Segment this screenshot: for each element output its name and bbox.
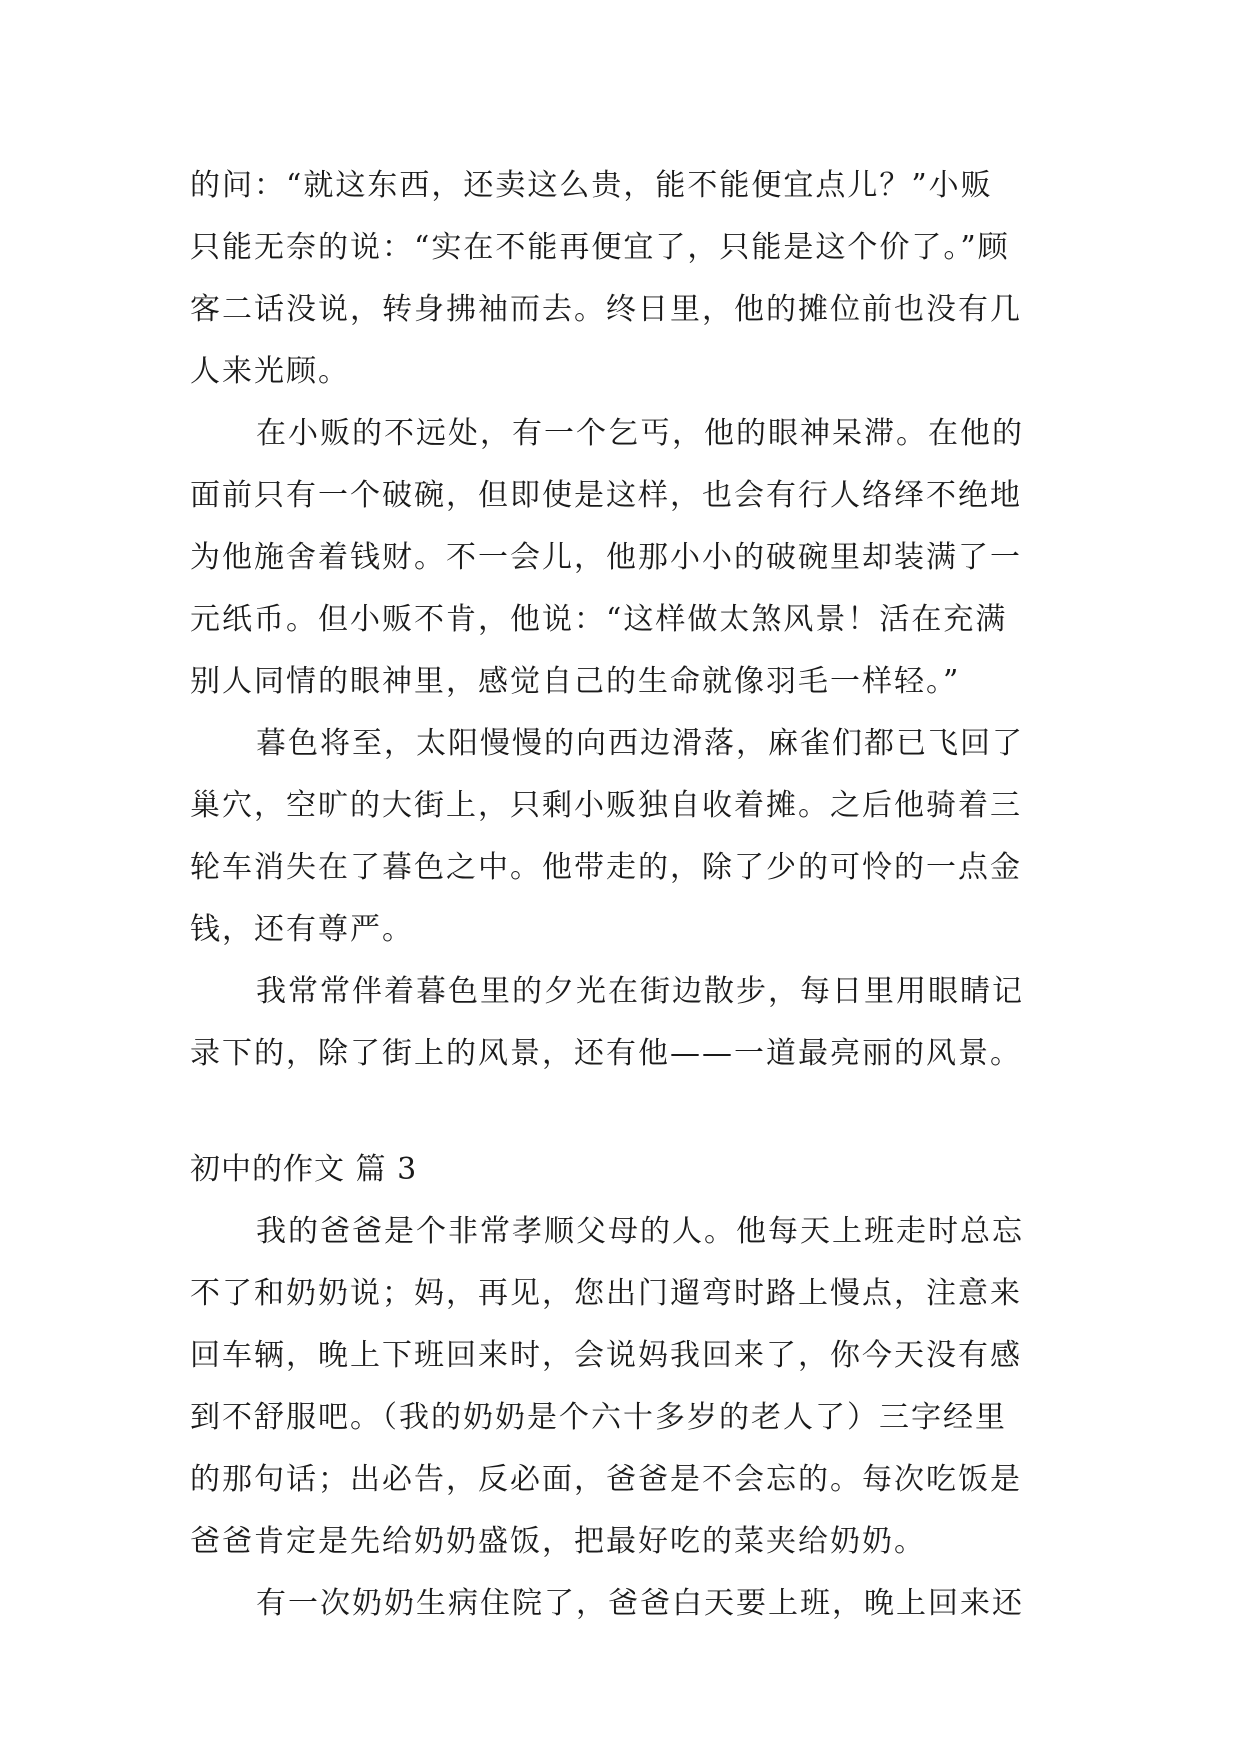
text-line: 为他施舍着钱财。不一会儿，他那小小的破碗里却装满了一 bbox=[190, 540, 1022, 575]
text-line: 回车辆，晚上下班回来时，会说妈我回来了，你今天没有感 bbox=[190, 1338, 1022, 1373]
text-line: 巢穴，空旷的大街上，只剩小贩独自收着摊。之后他骑着三 bbox=[190, 788, 1022, 823]
text-line: 我常常伴着暮色里的夕光在街边散步，每日里用眼睛记 bbox=[256, 974, 1024, 1009]
paragraph bbox=[190, 1201, 1060, 1573]
text-line: 到不舒服吧。（我的奶奶是个六十多岁的老人了）三字经里 bbox=[190, 1400, 1007, 1435]
text-line: 有一次奶奶生病住院了，爸爸白天要上班，晚上回来还 bbox=[256, 1586, 1024, 1621]
document-page bbox=[190, 155, 1060, 1635]
text-line: 只能无奈的说：“实在不能再便宜了，只能是这个价了。”顾 bbox=[190, 230, 1010, 265]
text-line: 录下的，除了街上的风景，还有他——一道最亮丽的风景。 bbox=[190, 1036, 1022, 1071]
section-spacer bbox=[190, 1085, 1060, 1139]
text-line: 的那句话；出必告，反必面，爸爸是不会忘的。每次吃饭是 bbox=[190, 1462, 1022, 1497]
text-line: 别人同情的眼神里，感觉自己的生命就像羽毛一样轻。” bbox=[190, 664, 961, 699]
text-line: 爸爸肯定是先给奶奶盛饭，把最好吃的菜夹给奶奶。 bbox=[190, 1524, 926, 1559]
text-line: 暮色将至，太阳慢慢的向西边滑落，麻雀们都已飞回了 bbox=[256, 726, 1024, 761]
paragraph bbox=[190, 961, 1060, 1085]
text-line: 在小贩的不远处，有一个乞丐，他的眼神呆滞。在他的 bbox=[256, 416, 1024, 451]
section-heading: 初中的作文 篇 3 bbox=[190, 1152, 418, 1187]
text-line: 客二话没说，转身拂袖而去。终日里，他的摊位前也没有几 bbox=[190, 292, 1022, 327]
text-line: 人来光顾。 bbox=[190, 354, 350, 389]
paragraph bbox=[190, 713, 1060, 961]
text-line: 我的爸爸是个非常孝顺父母的人。他每天上班走时总忘 bbox=[256, 1214, 1024, 1249]
paragraph bbox=[190, 155, 1060, 403]
paragraph bbox=[190, 403, 1060, 713]
section-essay-2-continued bbox=[190, 155, 1060, 1085]
text-line: 钱，还有尊严。 bbox=[190, 912, 414, 947]
text-line: 轮车消失在了暮色之中。他带走的，除了少的可怜的一点金 bbox=[190, 850, 1022, 885]
text-line: 的问：“就这东西，还卖这么贵，能不能便宜点儿？”小贩 bbox=[190, 168, 993, 203]
text-line: 不了和奶奶说；妈，再见，您出门遛弯时路上慢点，注意来 bbox=[190, 1276, 1022, 1311]
paragraph bbox=[190, 1573, 1060, 1635]
text-line: 元纸币。但小贩不肯，他说：“这样做太煞风景！活在充满 bbox=[190, 602, 1008, 637]
section-essay-3 bbox=[190, 1139, 1060, 1635]
text-line: 面前只有一个破碗，但即使是这样，也会有行人络绎不绝地 bbox=[190, 478, 1022, 513]
